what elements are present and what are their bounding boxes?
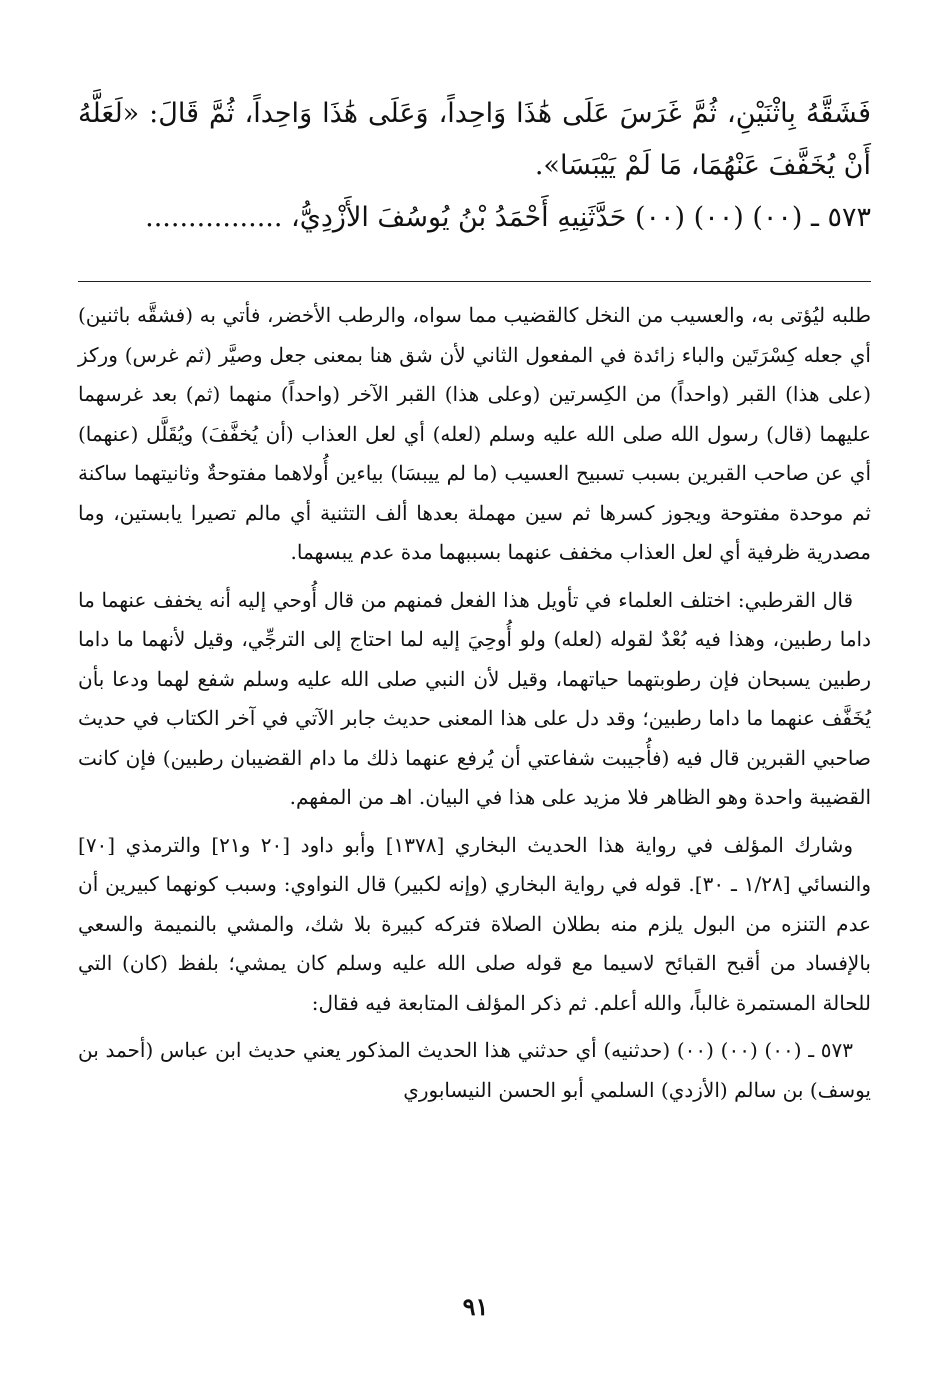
hadith-line-2: ٥٧٣ ـ (٠٠) (٠٠) (٠٠) حَدَّثَنِيهِ أَحْمَدُ بْنُ يُوسُفَ الأَزْدِيُّ، ................ [145, 202, 871, 233]
hadith-line-1: فَشَقَّهُ بِاثْنَيْنِ، ثُمَّ غَرَسَ عَلَى هَٰذَا وَاحِداً، وَعَلَى هَٰذَا وَاحِداً، ثُمَّ قَالَ: «لَعَلَّهُ أَنْ يُخَفَّفَ عَنْهُمَا، مَا لَمْ يَيْبَسَا». [78, 98, 871, 181]
hadith-text [78, 88, 871, 244]
commentary-paragraph-4: ٥٧٣ ـ (٠٠) (٠٠) (٠٠) (حدثنيه) أي حدثني هذا الحديث المذكور يعني حديث ابن عباس (أحمد بن يوسف) بن سالم (الأزدي) السلمي أبو الحسن النيسابوري [78, 1038, 871, 1102]
commentary-paragraph-3: وشارك المؤلف في رواية هذا الحديث البخاري [١٣٧٨] وأبو داود [٢٠ و٢١] والترمذي [٧٠] والنسائي [١/٢٨ ـ ٣٠]. قوله في رواية البخاري (وإنه لكبير) قال النواوي: وسبب كونهما كبيرين أن عدم التنزه من البول يلزم منه بطلان الصلاة فتركه كبيرة بلا شك، والمشي بالنميمة والسعي بالإفساد من أقبح القبائح لاسيما مع قوله صلى الله عليه وسلم كان يمشي؛ بلفظ (كان) التي للحالة المستمرة غالباً، والله أعلم. ثم ذكر المؤلف المتابعة فيه فقال: [78, 832, 871, 1015]
commentary [78, 296, 871, 1118]
commentary-paragraph-2: قال القرطبي: اختلف العلماء في تأويل هذا الفعل فمنهم من قال أُوحي إليه أنه يخفف عنهما ما داما رطبين، وهذا فيه بُعْدٌ لقوله (لعله) ولو أُوحِيَ إليه لما احتاج إلى الترجِّي، وقيل لأنهما ما داما رطبين يسبحان فإن رطوبتهما حياتهما، وقيل لأن النبي صلى الله عليه وسلم شفع لهما ودعا بأن يُخَفَّف عنهما ما داما رطبين؛ وقد دل على هذا المعنى حديث جابر الآتي في آخر الكتاب في حديث صاحبي القبرين قال فيه (فأُجيبت شفاعتي أن يُرفع عنهما ذلك ما دام القضيبان رطبين) فإن كانت القضيبة واحدة وهو الظاهر فلا مزيد على هذا في البيان. اهـ من المفهم. [78, 587, 871, 809]
footnote-divider [78, 281, 871, 282]
commentary-paragraph-1: طلبه ليُؤتى به، والعسيب من النخل كالقضيب مما سواه، والرطب الأخضر، فأتي به (فشقَّه باثنين) أي جعله كِسْرَتَين والباء زائدة في المفعول الثاني لأن شق هنا بمعنى جعل وصيَّر (ثم غرس) وركز (على هذا) القبر (واحداً) من الكِسرتين (وعلى هذا) القبر الآخر (واحداً) منهما (ثم) بعد غرسهما عليهما (قال) رسول الله صلى الله عليه وسلم (لعله) أي لعل العذاب (أن يُخفَّفَ) ويُقَلَّل (عنهما) أي عن صاحب القبرين بسبب تسبيح العسيب (ما لم ييبسَا) بياءين أُولاهما مفتوحةٌ وثانيتهما ساكنة ثم موحدة مفتوحة ويجوز كسرها ثم سين مهملة بعدها ألف التثنية أي مالم تصيرا يابستين، وما مصدرية ظرفية أي لعل العذاب مخفف عنهما بسببهما مدة عدم يبسهما. [78, 303, 872, 564]
page-number: ٩١ [462, 1292, 489, 1321]
